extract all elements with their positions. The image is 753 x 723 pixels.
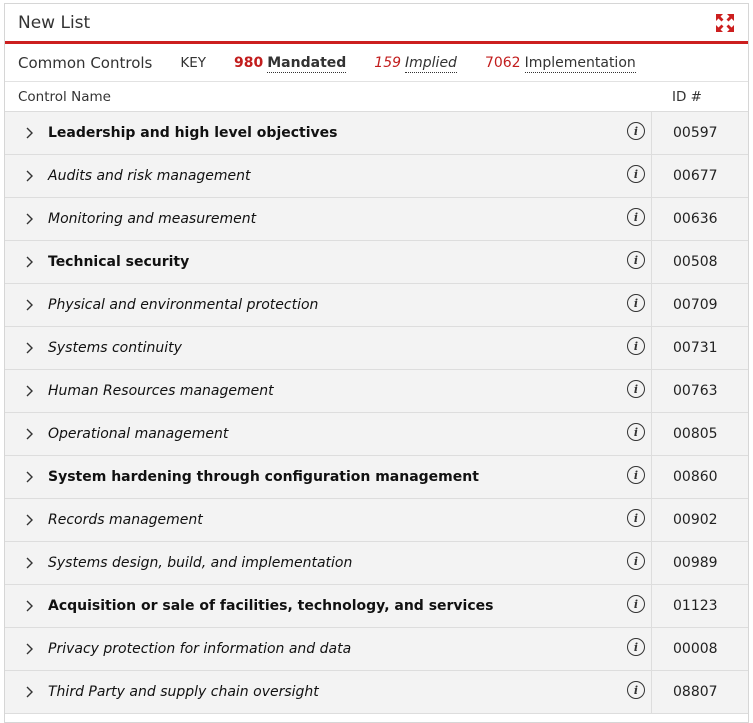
control-id: 00805 [651,413,748,455]
chevron-right-icon[interactable] [25,385,35,397]
row-expand-toggle[interactable] [5,327,651,369]
control-name: Technical security [48,254,190,270]
page-title: New List [18,12,91,33]
info-icon[interactable]: i [627,681,645,699]
chevron-right-icon[interactable] [25,557,35,569]
info-icon[interactable]: i [627,509,645,527]
column-header-id[interactable]: ID # [672,88,702,105]
control-id: 00709 [651,284,748,326]
row-expand-toggle[interactable] [5,241,651,283]
column-header-control-name[interactable]: Control Name [18,88,111,105]
mandated-count: 980 [234,54,264,71]
new-list-panel [4,3,749,723]
info-icon[interactable]: i [627,380,645,398]
control-name: Acquisition or sale of facilities, technology, and services [48,598,494,614]
chevron-right-icon[interactable] [25,428,35,440]
table-row[interactable] [5,413,748,456]
implied-label: Implied [405,54,457,71]
info-icon[interactable]: i [627,337,645,355]
chevron-right-icon[interactable] [25,471,35,483]
table-row[interactable] [5,327,748,370]
table-row[interactable] [5,499,748,542]
implementation-stat[interactable] [485,55,636,71]
table-row[interactable] [5,628,748,671]
table-header [5,82,748,112]
info-icon[interactable]: i [627,251,645,269]
row-expand-toggle[interactable] [5,370,651,412]
control-name: Systems continuity [48,340,182,356]
control-id: 00677 [651,155,748,197]
chevron-right-icon[interactable] [25,643,35,655]
control-name: Third Party and supply chain oversight [48,684,319,700]
row-expand-toggle[interactable] [5,585,651,627]
row-expand-toggle[interactable] [5,456,651,498]
table-row[interactable] [5,456,748,499]
control-id: 00731 [651,327,748,369]
chevron-right-icon[interactable] [25,213,35,225]
row-expand-toggle[interactable] [5,198,651,240]
row-expand-toggle[interactable] [5,413,651,455]
info-icon[interactable]: i [627,122,645,140]
row-expand-toggle[interactable] [5,628,651,670]
control-name: Operational management [48,426,229,442]
control-name: System hardening through configuration management [48,469,479,485]
table-row[interactable] [5,542,748,585]
mandated-stat[interactable] [234,55,346,71]
control-name: Records management [48,512,203,528]
control-id: 00989 [651,542,748,584]
row-expand-toggle[interactable] [5,155,651,197]
chevron-right-icon[interactable] [25,342,35,354]
control-id: 00902 [651,499,748,541]
implied-stat[interactable] [374,55,457,71]
table-row[interactable] [5,155,748,198]
implementation-label: Implementation [524,54,636,71]
info-icon[interactable]: i [627,595,645,613]
info-icon[interactable]: i [627,466,645,484]
control-id: 00508 [651,241,748,283]
control-id: 00008 [651,628,748,670]
chevron-right-icon[interactable] [25,600,35,612]
control-name: Physical and environmental protection [48,297,319,313]
implementation-count: 7062 [484,54,521,71]
info-icon[interactable]: i [627,638,645,656]
chevron-right-icon[interactable] [25,256,35,268]
control-id: 00763 [651,370,748,412]
table-row[interactable] [5,198,748,241]
control-list [5,112,748,714]
control-id: 00636 [651,198,748,240]
table-row[interactable] [5,284,748,327]
expand-icon[interactable] [714,12,736,34]
control-id: 00860 [651,456,748,498]
info-icon[interactable]: i [627,165,645,183]
table-row[interactable] [5,241,748,284]
control-name: Audits and risk management [48,168,251,184]
chevron-right-icon[interactable] [25,170,35,182]
implied-count: 159 [374,54,402,71]
row-expand-toggle[interactable] [5,499,651,541]
chevron-right-icon[interactable] [25,299,35,311]
chevron-right-icon[interactable] [25,514,35,526]
control-name: Human Resources management [48,383,274,399]
row-expand-toggle[interactable] [5,112,651,154]
control-id: 01123 [651,585,748,627]
panel-header [5,4,748,44]
table-row[interactable] [5,112,748,155]
info-icon[interactable]: i [627,552,645,570]
control-name: Monitoring and measurement [48,211,257,227]
info-icon[interactable]: i [627,294,645,312]
chevron-right-icon[interactable] [25,127,35,139]
info-icon[interactable]: i [627,423,645,441]
info-icon[interactable]: i [627,208,645,226]
control-id: 00597 [651,112,748,154]
control-name: Systems design, build, and implementation [48,555,353,571]
table-row[interactable] [5,671,748,714]
mandated-label: Mandated [267,54,347,71]
row-expand-toggle[interactable] [5,284,651,326]
control-name: Leadership and high level objectives [48,125,338,141]
control-id: 08807 [651,671,748,713]
summary-title: Common Controls [18,53,153,72]
chevron-right-icon[interactable] [25,686,35,698]
table-row[interactable] [5,585,748,628]
row-expand-toggle[interactable] [5,542,651,584]
control-name: Privacy protection for information and data [48,641,352,657]
summary-bar [5,44,748,82]
table-row[interactable] [5,370,748,413]
key-label: KEY [180,54,207,71]
row-expand-toggle[interactable] [5,671,651,713]
